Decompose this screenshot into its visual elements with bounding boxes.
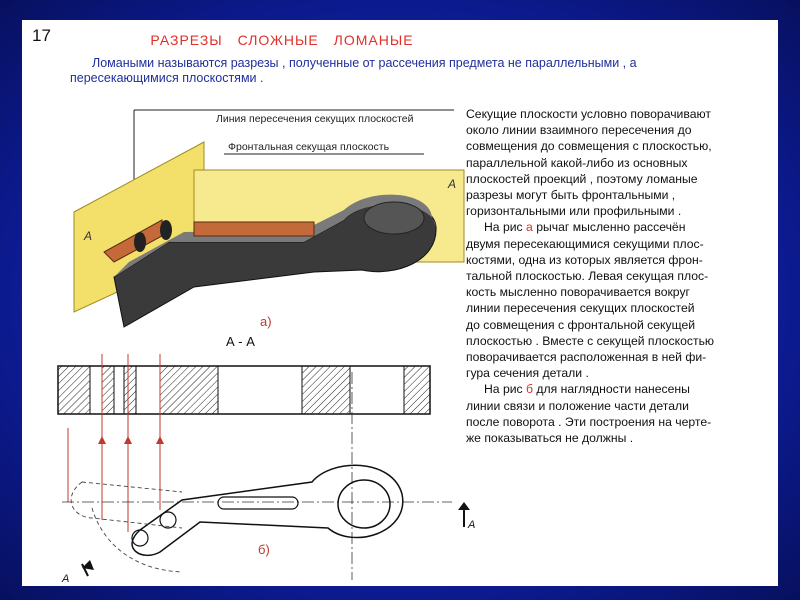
- section-hatch-4: [160, 366, 218, 414]
- lever-bore-plan: [338, 480, 390, 528]
- plane-label-left: А: [84, 229, 93, 243]
- section-hatch-5: [302, 366, 350, 414]
- link-arrow-3: [156, 436, 164, 444]
- section-label: А - А: [226, 334, 255, 349]
- p2-line-9: гура сечения детали .: [466, 366, 589, 381]
- p3-line-1: линии связи и положение части детали: [466, 398, 689, 413]
- figure-ref-b: б: [526, 382, 534, 397]
- p2-suffix: рычаг мысленно рассечён: [532, 220, 686, 235]
- slide-canvas: [22, 20, 778, 586]
- callout-frontal-label: Фронтальная секущая плоскость: [228, 141, 390, 153]
- plan-hole-1: [132, 530, 148, 546]
- paragraph-1: [466, 106, 776, 219]
- paragraph-2-body: [466, 236, 776, 382]
- p3-prefix: На рис: [484, 382, 527, 397]
- lever-bore-hole: [364, 202, 424, 234]
- figure-b-drawing: [32, 332, 476, 585]
- definition-line-2: пересекающимися плоскостями .: [70, 71, 264, 85]
- plane-label-right: А: [448, 177, 457, 191]
- p2-line-5: линии пересечения секущих плоскостей: [466, 301, 695, 316]
- p1-line-2: около линии взаимного пересечения до: [466, 123, 692, 138]
- p2-prefix: На рис: [484, 220, 527, 235]
- explanation-text: [466, 106, 776, 446]
- lever-slot: [218, 497, 298, 509]
- definition-text: [70, 56, 772, 86]
- p2-line-1: двумя пересекающимися секущими плос-: [466, 236, 704, 251]
- figure-ref-a: а: [526, 220, 533, 235]
- link-arrow-2: [124, 436, 132, 444]
- figure-a-caption: а): [260, 314, 272, 329]
- section-face-middle: [194, 222, 314, 236]
- p2-line-3: тальной плоскостью. Левая секущая плос-: [466, 269, 709, 284]
- p1-line-5: плоскостей проекций , поэтому ломаные: [466, 171, 698, 186]
- arrow-label-left: А: [62, 573, 70, 585]
- p1-line-3: совмещения до совмещения с плоскостью,: [466, 139, 712, 154]
- slide-title: РАЗРЕЗЫ СЛОЖНЫЕ ЛОМАНЫЕ: [150, 32, 414, 48]
- section-hatch-6: [404, 366, 430, 414]
- paragraph-3-body: [466, 398, 776, 447]
- section-hatch-3: [124, 366, 136, 414]
- p2-line-7: плоскостью . Вместе с секущей плоскостью: [466, 333, 715, 348]
- p3-suffix: для наглядности нанесены: [533, 382, 690, 397]
- arrow-label-right: А: [468, 519, 476, 531]
- rotated-position-dashed: [71, 482, 182, 528]
- p2-line-2: костями, одна из которых является фрон-: [466, 252, 703, 267]
- p1-line-4: параллельной какой-либо из основных: [466, 155, 688, 170]
- p1-line-7: горизонтальными или профильными .: [466, 204, 682, 219]
- figure-b-caption: б): [258, 542, 270, 557]
- paragraph-2-lead: [466, 219, 776, 235]
- link-arrow-1: [98, 436, 106, 444]
- p2-line-8: поворачивается расположенная в ней фи-: [466, 350, 707, 365]
- cut-arrow-right: [458, 502, 470, 510]
- definition-line-1: Ломаными называются разрезы , полученные от рассечения предмета не параллельными , а: [92, 56, 637, 70]
- figure-a-isometric: [44, 102, 464, 332]
- rotation-arc: [92, 508, 182, 572]
- small-hole-2: [160, 220, 172, 240]
- p1-line-6: разрезы могут быть фронтальными ,: [466, 188, 676, 203]
- callout-intersection-label: Линия пересечения секущих плоскостей: [216, 113, 414, 125]
- p2-line-4: кость мысленно поворачивается вокруг: [466, 285, 690, 300]
- p2-line-6: до совмещения с фронтальной секущей: [466, 317, 696, 332]
- p3-line-3: же показываться не должны .: [466, 431, 634, 446]
- paragraph-3-lead: [466, 381, 776, 397]
- p1-line-1: Секущие плоскости условно поворачивают: [466, 107, 711, 121]
- section-hatch-2: [102, 366, 114, 414]
- section-hatch-1: [58, 366, 90, 414]
- slide-number: 17: [32, 26, 51, 45]
- p3-line-2: после поворота . Эти построения на черте-: [466, 414, 712, 429]
- small-hole-1: [134, 232, 146, 252]
